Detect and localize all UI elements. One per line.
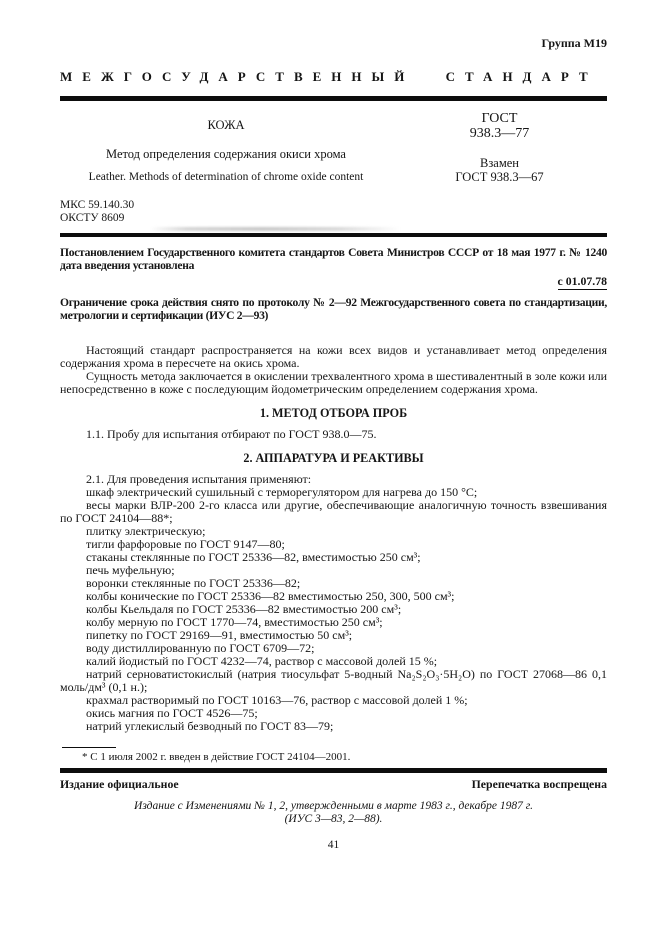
page-number: 41 [327, 838, 340, 851]
apparatus-item: колбы Кьельдаля по ГОСТ 25336—82 вместимостью 200 см³; [86, 602, 402, 616]
effective-date [60, 275, 607, 288]
apparatus-item: тигли фарфоровые по ГОСТ 9147—80; [86, 537, 285, 551]
apparatus-item: натрий серноватистокислый (натрия тиосульфат 5-водный Na₂S₂O₃·5H₂O) по ГОСТ 27068—86 0,1 моль/дм³ (0,1 н.); [60, 667, 607, 694]
footer-row [60, 778, 607, 791]
footnote-block [60, 747, 607, 763]
divider-rule [60, 233, 607, 238]
classification-codes [60, 199, 607, 225]
section-2-heading: 2. АППАРАТУРА И РЕАКТИВЫ [243, 451, 424, 465]
replaces-label: Взамен [480, 155, 519, 170]
apparatus-item: крахмал растворимый по ГОСТ 10163—76, раствор с массовой долей 1 %; [86, 693, 468, 707]
footnote-text: * С 1 июля 2002 г. введен в действие ГОСТ 24104—2001. [82, 751, 351, 764]
mks-code: МКС 59.140.30 [60, 198, 135, 211]
gost-number: 938.3—77 [469, 125, 530, 141]
apparatus-item: колбы конические по ГОСТ 25336—82 вместимостью 250, 300, 500 см³; [86, 589, 455, 603]
designation-column [392, 101, 607, 184]
clause-1-1: 1.1. Пробу для испытания отбирают по ГОСТ 938.0—75. [86, 427, 377, 441]
section-1-heading: 1. МЕТОД ОТБОРА ПРОБ [259, 406, 408, 420]
apparatus-item: колбу мерную по ГОСТ 1770—74, вместимостью 250 см³; [86, 615, 383, 629]
apparatus-item: калий йодистый по ГОСТ 4232—74, раствор с массовой долей 15 %; [86, 654, 438, 668]
intro-paragraph-2: Сущность метода заключается в окислении трехвалентного хрома в шестивалентный в золе кожи или непосредственно в коже с последующим йодометрическим определением содержания хрома. [60, 369, 607, 396]
apparatus-item: весы марки ВЛР-200 2-го класса или другие, обеспечивающие аналогичную точность взвешивания по ГОСТ 24104—88*; [60, 498, 607, 525]
okstu-code: ОКСТУ 8609 [60, 211, 125, 224]
apparatus-item: плитку электрическую; [86, 524, 206, 538]
gost-label: ГОСТ [481, 110, 518, 126]
footer-rule [60, 768, 607, 773]
document-title-en: Leather. Methods of determination of chrome oxide content [88, 170, 364, 183]
apparatus-item: шкаф электрический сушильный с терморегулятором для нагрева до 150 °С; [86, 485, 478, 499]
decree-paragraph: Постановлением Государственного комитета стандартов Совета Министров СССР от 18 мая 1977 г. № 1240 дата введения установлена [60, 246, 607, 272]
document-subject: КОЖА [207, 117, 245, 132]
apparatus-item: окись магния по ГОСТ 4526—75; [86, 706, 258, 720]
scan-bleed-artifact [150, 227, 400, 231]
title-left-column [60, 101, 392, 184]
replaces-designation [392, 156, 607, 184]
standard-designation [392, 111, 607, 141]
group-code: Группа М19 [541, 36, 607, 50]
amendments-line-2: (ИУС 3—83, 2—88). [284, 812, 383, 825]
apparatus-item: пипетку по ГОСТ 29169—91, вместимостью 50 см³; [86, 628, 353, 642]
amendments-note [60, 800, 607, 826]
apparatus-item: воронки стеклянные по ГОСТ 25336—82; [86, 576, 301, 590]
clause-2-1: 2.1. Для проведения испытания применяют: [86, 472, 312, 486]
title-block [60, 101, 607, 184]
apparatus-item: натрий углекислый безводный по ГОСТ 83—79; [86, 719, 334, 733]
amendments-line-1: Издание с Изменениями № 1, 2, утвержденными в марте 1983 г., декабре 1987 г. [134, 799, 533, 812]
effective-date-value: с 01.07.78 [557, 274, 607, 288]
replaces-number: ГОСТ 938.3—67 [455, 169, 544, 184]
reprint-prohibited-label: Перепечатка воспрещена [471, 776, 607, 791]
limitation-paragraph: Ограничение срока действия снято по протоколу № 2—92 Межгосударственного совета по стандартизации, метрологии и сертификации (ИУС 2—93) [60, 296, 607, 322]
apparatus-item: печь муфельную; [86, 563, 175, 577]
standard-type-heading: МЕЖГОСУДАРСТВЕННЫЙ СТАНДАРТ [60, 69, 598, 84]
footnote-rule [62, 747, 116, 748]
apparatus-item: стаканы стеклянные по ГОСТ 25336—82, вместимостью 250 см³; [86, 550, 421, 564]
official-edition-label: Издание официальное [60, 776, 179, 791]
document-title-ru: Метод определения содержания окиси хрома [106, 146, 346, 161]
intro-paragraph-1: Настоящий стандарт распространяется на кожи всех видов и устанавливает метод определения содержания хрома в пересчете на окись хрома. [60, 343, 607, 370]
apparatus-item: воду дистиллированную по ГОСТ 6709—72; [86, 641, 315, 655]
